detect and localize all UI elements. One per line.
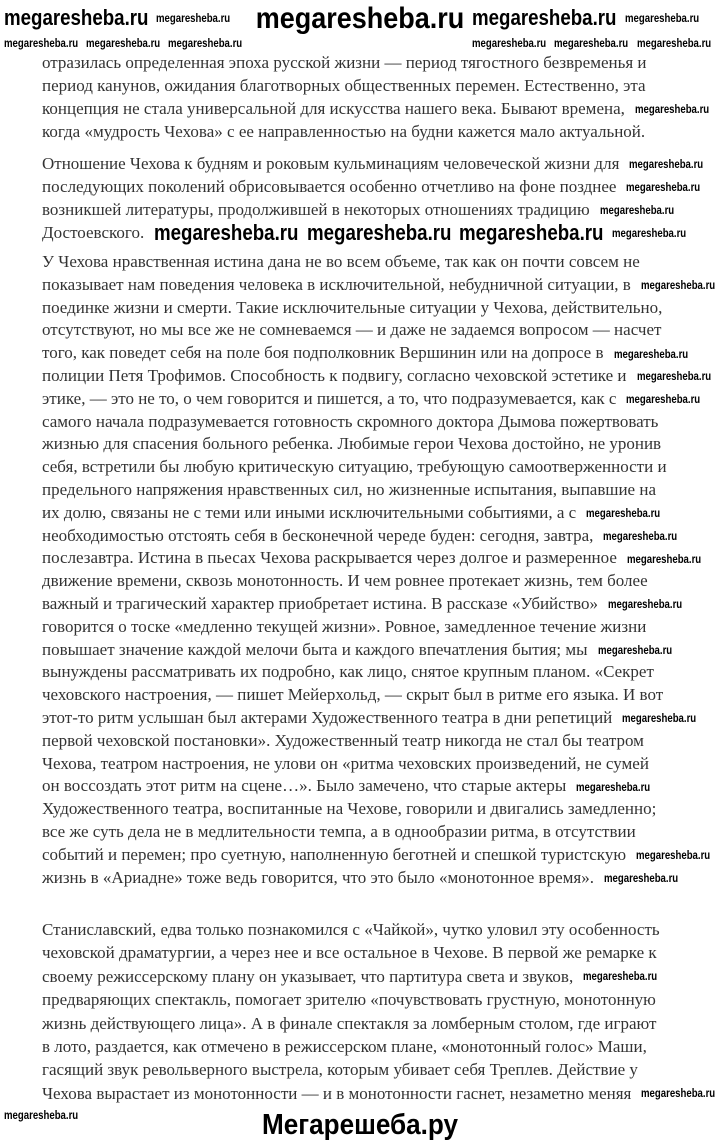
text-line: возникшей литературы, продолжившей в некоторых отношениях традицию [42, 200, 590, 219]
watermark: megaresheba.ru [86, 35, 161, 50]
watermark: megaresheba.ru [583, 969, 658, 984]
watermark: megaresheba.ru [636, 35, 711, 50]
site-header-title: megaresheba.ru [255, 2, 465, 35]
watermark: megaresheba.ru [4, 5, 149, 30]
text-line: отсутствуют, но мы все же не сомневаемся — и даже не задаемся вопросом — насчет [42, 320, 662, 340]
watermark: megaresheba.ru [640, 278, 716, 293]
text-line: их долю, связаны не с теми или иными исключительными событиями, а с [42, 502, 577, 522]
text-line: период канунов, ожидания благотворных общественных перемен. Естественно, эта [42, 76, 646, 95]
watermark: megaresheba.ru [597, 642, 672, 657]
watermark: megaresheba.ru [459, 219, 604, 245]
text-line: первой чеховской постановки». Художественный театр никогда не стал бы театром [42, 730, 644, 750]
paragraph-3 [42, 251, 667, 889]
text-line: того, как поведет себя на поле боя подполковник Вершинин или на допросе в [42, 343, 604, 363]
text-line: чеховской драматургии, а через нее и все остальное в Чехове. В первой же ремарке к [42, 943, 657, 963]
watermark: megaresheba.ru [636, 369, 711, 384]
text-line: Чехова вырастает из монотонности — и в монотонности гаснет, незаметно меняя [42, 1083, 632, 1103]
text-line: жизнь действующего лица». А в финале спектакля за ломберным столом, где играют [42, 1013, 657, 1033]
watermark: megaresheba.ru [554, 35, 629, 50]
text-line: Художественного театра, воспитанные на Чехове, говорили и двигались замедленно; [42, 799, 657, 819]
watermark: megaresheba.ru [306, 219, 452, 245]
text-line: Чехова, театром настроения, не улови он «ритма чеховских произведений, не сумей [42, 753, 649, 773]
watermark: megaresheba.ru [641, 1086, 716, 1101]
text-line: все же суть дела не в медлительности темпа, а в однообразии ритма, в отсутствии [42, 821, 636, 841]
watermark: megaresheba.ru [4, 1108, 79, 1122]
text-line: Достоевского. [42, 223, 145, 242]
text-line: У Чехова нравственная истина дана не во всем объеме, так как он почти совсем не [42, 252, 640, 271]
text-line: полиции Петя Трофимов. Способность к подвигу, согласно чеховской эстетике и [42, 365, 627, 385]
watermark: megaresheba.ru [622, 711, 697, 726]
text-line: движение времени, сквозь монотонность. И чем ровнее протекает жизнь, тем более [42, 571, 648, 591]
text-line: себя, встретили бы любую критическую ситуацию, требующую самоотверженности и [42, 457, 667, 477]
text-line: этике, — это не то, о чем говорится и пишется, а то, что подразумевается, как с [42, 388, 617, 408]
watermark: megaresheba.ru [626, 551, 702, 566]
watermark: megaresheba.ru [624, 11, 699, 25]
text-line: в лото, раздается, как отмечено в режиссерском плане, «монотонный голос» Маши, [42, 1036, 647, 1056]
text-line: Отношение Чехова к будням и роковым кульминациям человеческой жизни для [42, 154, 620, 173]
text-line: чеховского настроения, — пишет Мейерхольд, — скрыт был в ритме его языка. И вот [42, 685, 664, 705]
text-line: поединке жизни и смерти. Такие исключительные ситуации у Чехова, действительно, [42, 297, 663, 317]
watermark: megaresheba.ru [472, 35, 547, 50]
watermark: megaresheba.ru [599, 202, 674, 217]
paragraph-1 [42, 51, 647, 143]
watermark: megaresheba.ru [608, 597, 683, 612]
text-line: самого начала подразумевается готовность скромного доктора Дымова пожертвовать [42, 411, 659, 431]
text-line: повышает значение каждой мелочи быта и каждого впечатления бытия; мы [42, 639, 588, 659]
watermark: megaresheba.ru [156, 11, 231, 25]
text-line: предельного напряжения нравственных сил, но жизненные испытания, выпавшие на [42, 479, 656, 499]
text-line: концепция не стала универсальной для искусства нашего века. Бывают времена, [42, 99, 625, 118]
text-line: когда «мудрость Чехова» с ее направленностью на будни кажется мало актуальной. [42, 122, 646, 141]
watermark: megaresheba.ru [626, 392, 701, 407]
text-line: он воссоздать этот ритм на сцене…». Было замечено, что старые актеры [42, 776, 567, 796]
text-line: этот-то ритм услышан был актерами Художественного театра в дни репетиций [42, 707, 613, 727]
paragraph-4 [42, 918, 660, 1105]
watermark: megaresheba.ru [586, 506, 661, 521]
text-line: гасящий звук револьверного выстрела, которым убивает себя Треплев. Действие у [42, 1060, 638, 1080]
text-line: отразилась определенная эпоха русской жизни — период тягостного безвременья и [42, 53, 647, 72]
text-line: показывает нам поведения человека в исключительной, небудничной ситуации, в [42, 274, 631, 294]
watermark: megaresheba.ru [629, 156, 704, 171]
watermark: megaresheba.ru [636, 848, 711, 863]
site-footer-title: Мегарешеба.ру [261, 1109, 459, 1141]
watermark: megaresheba.ru [611, 225, 686, 240]
watermark: megaresheba.ru [603, 870, 679, 885]
text-line: важный и трагический характер приобретает истина. В рассказе «Убийство» [42, 593, 599, 613]
text-line: жизнь в «Ариадне» тоже ведь говорится, что это было «монотонное время». [42, 867, 594, 887]
watermark: megaresheba.ru [576, 779, 651, 794]
watermark: megaresheba.ru [168, 35, 243, 50]
text-line: последующих поколений обрисовывается особенно отчетливо на фоне позднее [42, 177, 617, 196]
text-line: событий и перемен; про суетную, наполненную беготней и спешкой туристскую [42, 844, 627, 864]
watermark: megaresheba.ru [603, 528, 678, 543]
text-line: вынуждены рассматривать их подробно, как лицо, снятое крупным планом. «Секрет [42, 662, 654, 682]
text-line: необходимостью отстоять себя в бесконечной череде буден: сегодня, завтра, [42, 525, 594, 545]
text-line: жизнью для спасения больного ребенка. Любимые герои Чехова достойно, не уронив [42, 434, 662, 454]
watermark: megaresheba.ru [626, 179, 701, 194]
text-line: говорится о тоске «медленно текущей жизни». Ровное, замедленное течение жизни [42, 616, 647, 636]
text-line: Станиславский, едва только познакомился с «Чайкой», чутко уловил эту особенность [42, 920, 660, 939]
watermark: megaresheba.ru [4, 35, 79, 50]
watermark: megaresheba.ru [154, 219, 299, 245]
text-line: предваряющих спектакль, помогает зрителю «почувствовать грустную, монотонную [42, 990, 656, 1010]
text-line: своему режиссерскому плану он указывает, что партитура света и звуков, [42, 966, 574, 986]
watermark: megaresheba.ru [613, 346, 688, 361]
watermark: megaresheba.ru [472, 5, 617, 30]
text-line: послезавтра. Истина в пьесах Чехова раскрывается через долгое и размеренное [42, 548, 617, 568]
watermark: megaresheba.ru [634, 101, 710, 116]
